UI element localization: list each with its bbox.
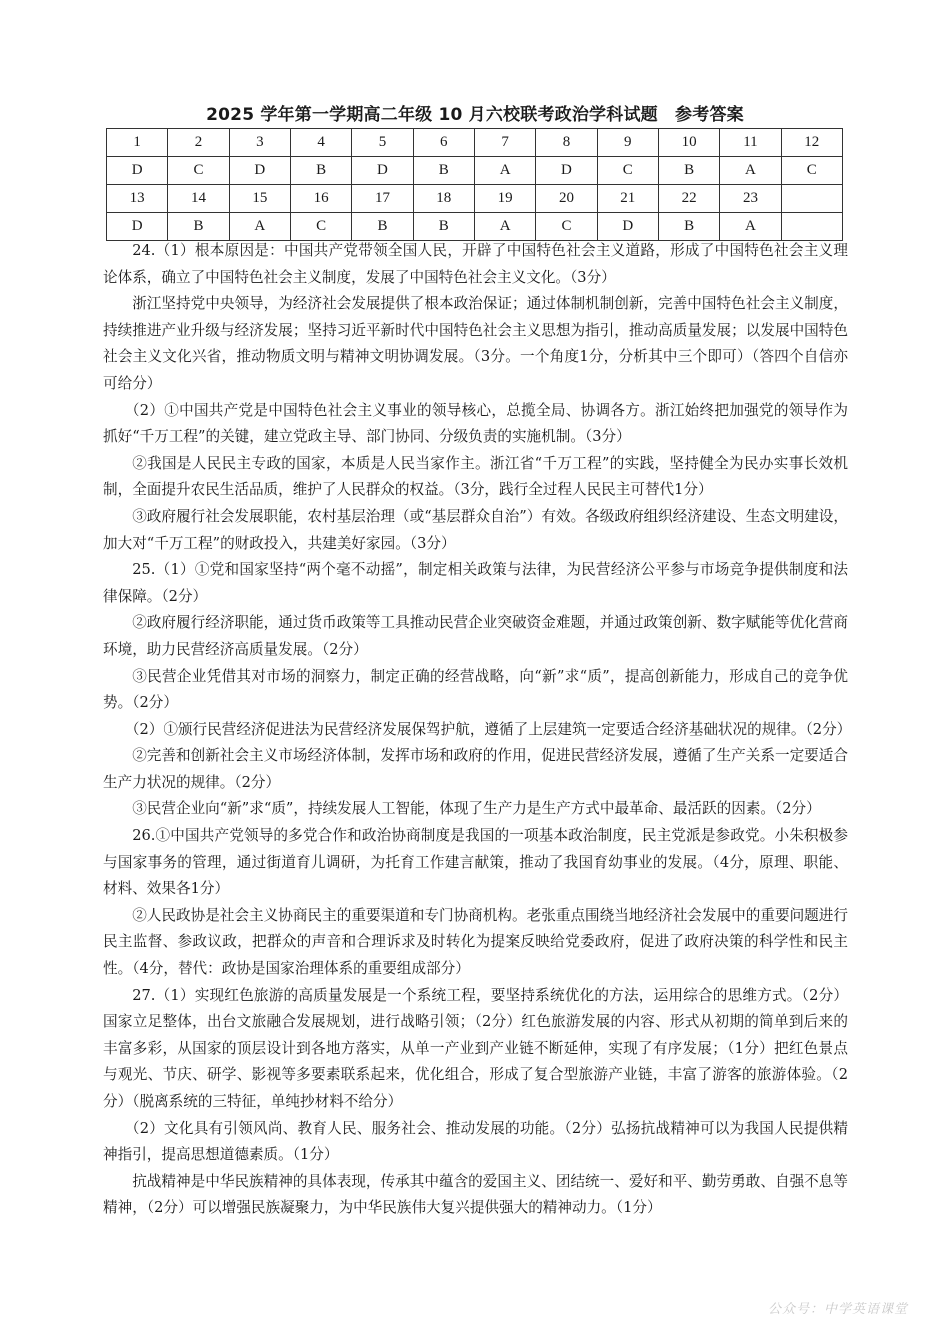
answer-row [107,213,843,241]
question-number-cell [781,185,842,213]
question-number-row [107,129,843,157]
answer-cell: D [597,213,658,241]
answer-cell: D [107,157,168,185]
document-title: 2025 学年第一学期高二年级 10 月六校联考政治学科试题 参考答案 [206,105,744,125]
paragraph-24-1-b: 浙江坚持党中央领导，为经济社会发展提供了根本政治保证；通过体制机制创新，完善中国特色社会主义制度，持续推进产业升级与经济发展；坚持习近平新时代中国特色社会主义思想为指引，推动高质量发展；以发展中国特色社会主义文化兴省，推动物质文明与精神文明协调发展。（3分。一个角度1分，分析其中三个即可）（答四个自信亦可给分） [103,295,848,392]
answer-cell: B [168,213,229,241]
question-number-cell: 15 [229,185,290,213]
answer-cell: A [720,157,781,185]
paragraph-25-2-1: （2）①颁行民营经济促进法为民营经济发展保驾护航，遵循了上层建筑一定要适合经济基础状况的规律。（2分） [124,720,852,738]
paragraph-24-2-3: ③政府履行社会发展职能，农村基层治理（或“基层群众自治”）有效。各级政府组织经济建设、生态文明建设，加大对“千万工程”的财政投入，共建美好家园。（3分） [103,507,848,552]
paragraph-24-2-2: ②我国是人民民主专政的国家，本质是人民当家作主。浙江省“千万工程”的实践，坚持健全为民办实事长效机制，全面提升农民生活品质，维护了人民群众的权益。（3分，践行全过程人民民主可替代1分） [103,454,848,499]
paragraph-25-1-1: 25.（1）①党和国家坚持“两个毫不动摇”，制定相关政策与法律，为民营经济公平参与市场竞争提供制度和法律保障。（2分） [103,561,848,605]
answer-cell: D [536,157,597,185]
question-number-cell: 7 [474,129,535,157]
question-number-cell: 17 [352,185,413,213]
paragraph-24-1: 24.（1）根本原因是：中国共产党带领全国人民，开辟了中国特色社会主义道路，形成了中国特色社会主义理论体系，确立了中国特色社会主义制度，发展了中国特色社会主义文化。（3分） [103,242,848,286]
question-number-cell: 10 [658,129,719,157]
paragraph-25-2-3: ③民营企业向“新”求“质”，持续发展人工智能，体现了生产力是生产方式中最革命、最活跃的因素。（2分） [132,800,821,818]
answer-table [106,128,843,241]
answer-cell: D [229,157,290,185]
question-number-cell: 11 [720,129,781,157]
answer-cell: D [107,213,168,241]
question-number-cell: 22 [658,185,719,213]
question-number-cell: 4 [290,129,351,157]
paragraph-25-2-2: ②完善和创新社会主义市场经济体制，发挥市场和政府的作用，促进民营经济发展，遵循了生产关系一定要适合生产力状况的规律。（2分） [103,747,848,791]
answer-cell: B [658,213,719,241]
question-number-cell: 5 [352,129,413,157]
answer-cell: B [290,157,351,185]
watermark: 公众号：中学英语课堂 [767,1302,908,1317]
question-number-cell: 16 [290,185,351,213]
question-number-cell: 8 [536,129,597,157]
question-number-cell: 13 [107,185,168,213]
answer-cell: C [781,157,842,185]
question-number-cell: 19 [474,185,535,213]
question-number-cell: 23 [720,185,781,213]
answer-cell: A [474,213,535,241]
paragraph-26-1: 26.①中国共产党领导的多党合作和政治协商制度是我国的一项基本政治制度，民主党派是参政党。小朱积极参与国家事务的管理，通过街道育儿调研，为托育工作建言献策，推动了我国育幼事业的发展。（4分，原理、职能、材料、效果各1分） [103,827,848,898]
answer-cell: B [352,213,413,241]
answer-cell: A [720,213,781,241]
question-number-cell: 12 [781,129,842,157]
question-number-cell: 9 [597,129,658,157]
answer-cell: A [229,213,290,241]
question-number-row [107,185,843,213]
paragraph-26-2: ②人民政协是社会主义协商民主的重要渠道和专门协商机构。老张重点围绕当地经济社会发展中的重要问题进行民主监督、参政议政，把群众的声音和合理诉求及时转化为提案反映给党委政府，促进了政府决策的科学性和民主性。（4分，替代：政协是国家治理体系的重要组成部分） [103,906,848,978]
question-number-cell: 20 [536,185,597,213]
answer-explanations [103,238,852,1222]
answer-cell: C [290,213,351,241]
answer-row [107,157,843,185]
question-number-cell: 6 [413,129,474,157]
question-number-cell: 21 [597,185,658,213]
answer-cell: B [413,157,474,185]
paragraph-25-1-3: ③民营企业凭借其对市场的洞察力，制定正确的经营战略，向“新”求“质”，提高创新能力，形成自己的竞争优势。（2分） [103,667,848,712]
paragraph-24-2-1: （2）①中国共产党是中国特色社会主义事业的领导核心，总揽全局、协调各方。浙江始终把加强党的领导作为抓好“千万工程”的关键，建立党政主导、部门协同、分级负责的实施机制。（3分） [103,401,848,446]
question-number-cell: 1 [107,129,168,157]
answer-cell: B [658,157,719,185]
answer-cell: A [474,157,535,185]
answer-cell [781,213,842,241]
question-number-cell: 14 [168,185,229,213]
question-number-cell: 18 [413,185,474,213]
question-number-cell: 2 [168,129,229,157]
answer-cell: C [168,157,229,185]
paragraph-27-2: （2）文化具有引领风尚、教育人民、服务社会、推动发展的功能。（2分）弘扬抗战精神可以为我国人民提供精神指引，提高思想道德素质。（1分） [103,1119,848,1164]
question-number-cell: 3 [229,129,290,157]
paragraph-27-2-b: 抗战精神是中华民族精神的具体表现，传承其中蕴含的爱国主义、团结统一、爱好和平、勤劳勇敢、自强不息等精神，（2分）可以增强民族凝聚力，为中华民族伟大复兴提供强大的精神动力。（1分） [103,1172,848,1217]
answer-cell: D [352,157,413,185]
paragraph-25-1-2: ②政府履行经济职能，通过货币政策等工具推动民营企业突破资金难题，并通过政策创新、数字赋能等优化营商环境，助力民营经济高质量发展。（2分） [103,614,848,658]
answer-cell: C [536,213,597,241]
answer-cell: C [597,157,658,185]
answer-cell: B [413,213,474,241]
paragraph-27-1: 27.（1）实现红色旅游的高质量发展是一个系统工程，要坚持系统优化的方法，运用综合的思维方式。（2分）国家立足整体，出台文旅融合发展规划，进行战略引领；（2分）红色旅游发展的内容、形式从初期的简单到后来的丰富多彩，从国家的顶层设计到各地方落实，从单一产业到产业链不断延伸，实现了有序发展；（1分）把红色景点与观光、节庆、研学、影视等多要素联系起来，优化组合，形成了复合型旅游产业链，丰富了游客的旅游体验。（2分）（脱离系统的三特征，单纯抄材料不给分） [103,986,848,1110]
